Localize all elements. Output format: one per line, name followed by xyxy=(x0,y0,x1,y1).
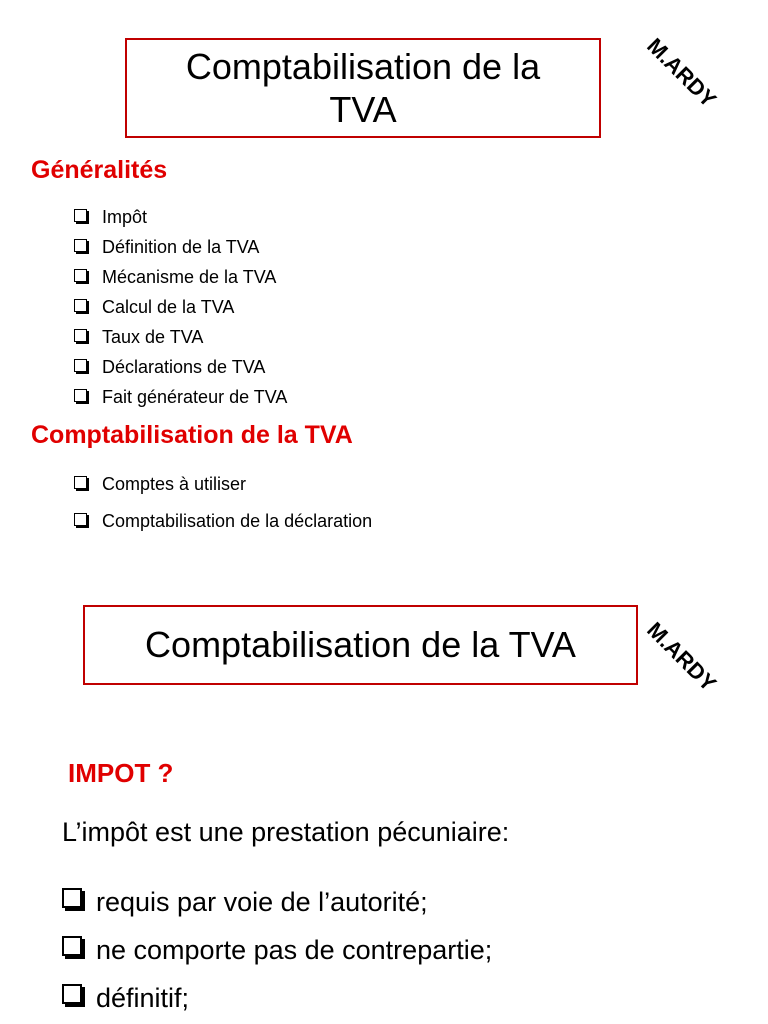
list-item-label: Mécanisme de la TVA xyxy=(102,266,277,287)
list-item xyxy=(74,262,287,292)
slide-2-title: Comptabilisation de la TVA xyxy=(145,624,576,666)
list-item-label: Fait générateur de TVA xyxy=(102,386,288,407)
section-heading-generalites: Généralités xyxy=(31,156,168,184)
author-stamp: M.ARDY xyxy=(642,33,722,113)
list-item-label: Déclarations de TVA xyxy=(102,356,266,377)
list-item-label: Définition de la TVA xyxy=(102,236,260,257)
list-item xyxy=(62,974,492,1022)
checkbox-square-icon xyxy=(74,239,87,252)
list-item-label: Impôt xyxy=(102,206,148,227)
list-item xyxy=(74,503,372,540)
checkbox-square-icon xyxy=(74,209,87,222)
list-item xyxy=(74,466,372,503)
list-item xyxy=(62,878,492,926)
impot-heading: IMPOT ? xyxy=(68,758,174,788)
checkbox-square-icon xyxy=(74,269,87,282)
slide-1-title-box xyxy=(125,38,601,138)
slide-1-title: Comptabilisation de la TVA xyxy=(185,45,541,130)
list-item-label: Comptabilisation de la déclaration xyxy=(102,511,373,531)
list-item xyxy=(74,382,287,412)
list-item-label: requis par voie de l’autorité; xyxy=(96,886,428,917)
checkbox-square-icon xyxy=(74,389,87,402)
checkbox-square-icon xyxy=(74,299,87,312)
impot-intro: L’impôt est une prestation pécuniaire: xyxy=(62,817,510,847)
checkbox-square-icon xyxy=(74,476,87,489)
section-heading-comptabilisation: Comptabilisation de la TVA xyxy=(31,421,353,449)
comptabilisation-list xyxy=(74,466,372,540)
checkbox-square-icon xyxy=(62,888,82,908)
list-item xyxy=(74,232,287,262)
checkbox-square-icon xyxy=(74,359,87,372)
list-item-label: définitif; xyxy=(96,982,190,1013)
list-item-label: Comptes à utiliser xyxy=(102,474,247,494)
list-item xyxy=(62,926,492,974)
slide-2 xyxy=(0,560,768,1024)
checkbox-square-icon xyxy=(74,329,87,342)
list-item xyxy=(74,292,287,322)
list-item xyxy=(74,202,287,232)
list-item-label: ne comporte pas de contrepartie; xyxy=(96,934,493,965)
checkbox-square-icon xyxy=(74,513,87,526)
generalites-list xyxy=(74,202,287,412)
list-item-label: Calcul de la TVA xyxy=(102,296,235,317)
checkbox-square-icon xyxy=(62,936,82,956)
list-item xyxy=(74,322,287,352)
list-item-label: Taux de TVA xyxy=(102,326,204,347)
slide-2-title-box xyxy=(83,605,638,685)
author-stamp: M.ARDY xyxy=(642,617,722,697)
impot-criteria-list xyxy=(62,878,492,1022)
list-item xyxy=(74,352,287,382)
checkbox-square-icon xyxy=(62,984,82,1004)
